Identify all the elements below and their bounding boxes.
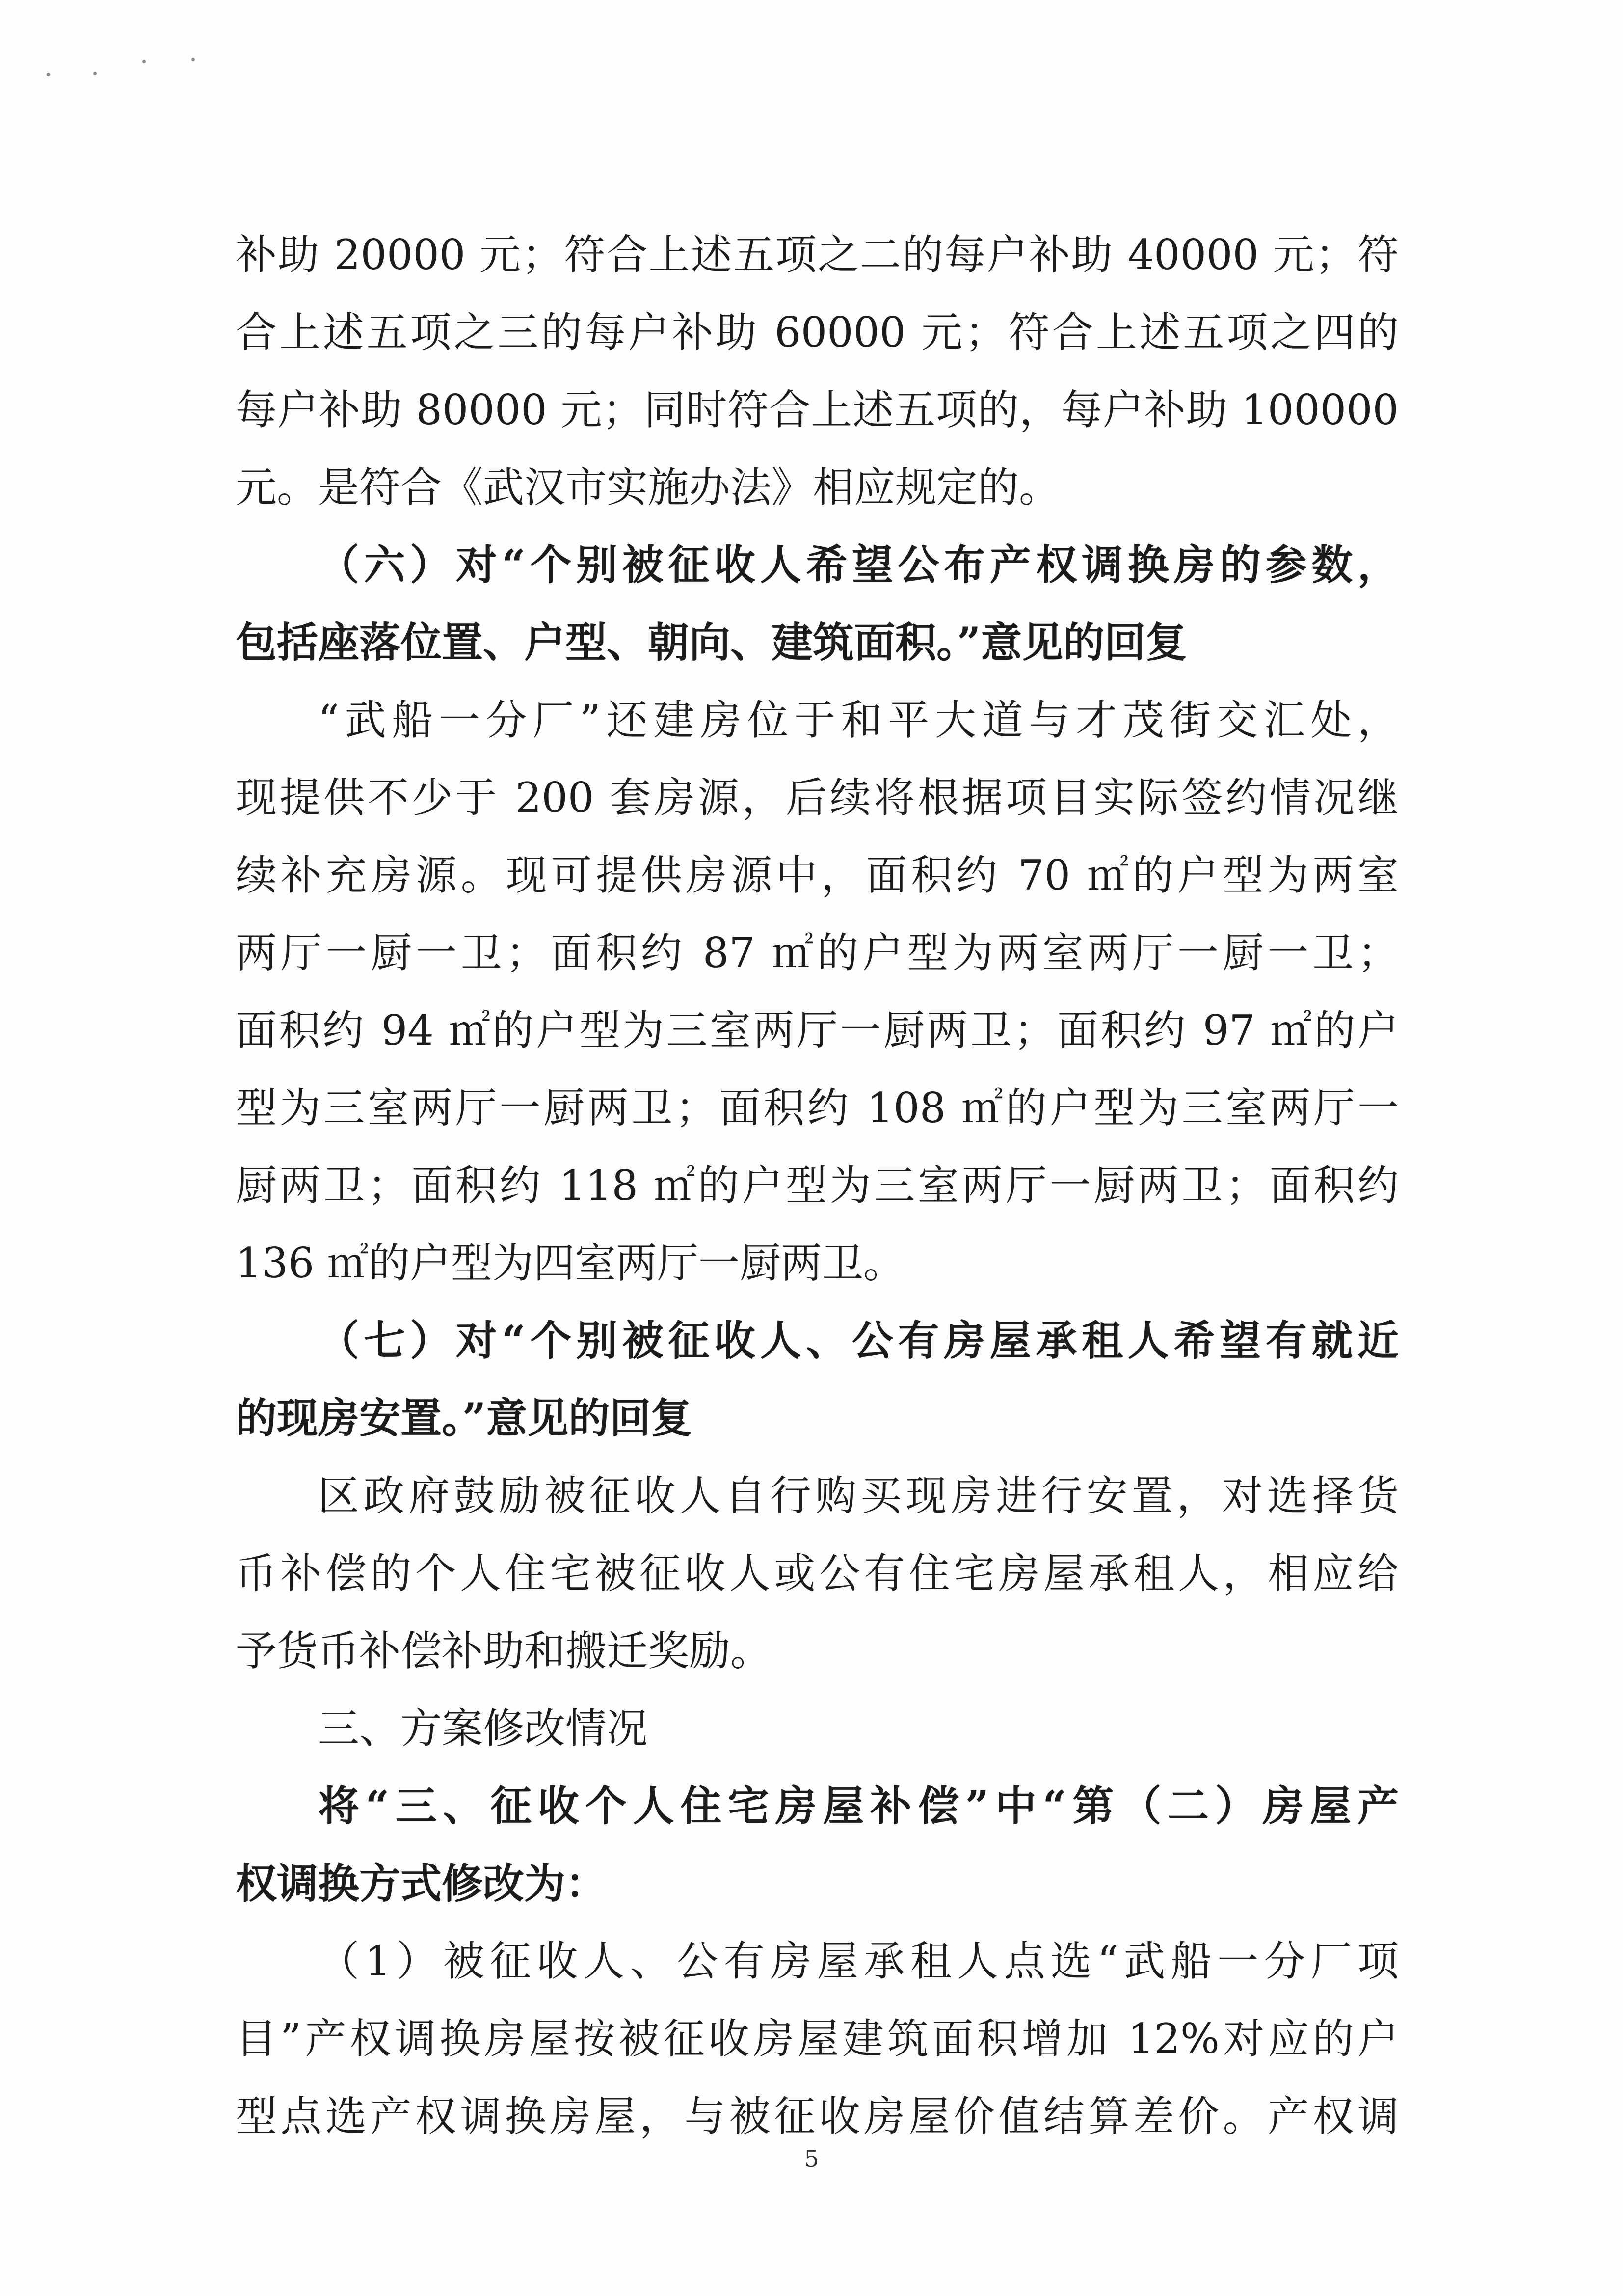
section-heading: （七）对“个别被征收人、公有房屋承租人希望有就近 (318, 1316, 1399, 1365)
section-heading: （六）对“个别被征收人希望公布产权调换房的参数， (318, 540, 1399, 589)
body-line: 两厅一厨一卫；面积约 87 ㎡的户型为两室两厅一厨一卫； (236, 929, 1399, 977)
scan-artifact-dots (47, 54, 204, 83)
section-heading: 包括座落位置、户型、朝向、建筑面积。”意见的回复 (236, 618, 1187, 667)
body-line: 区政府鼓励被征收人自行购买现房进行安置，对选择货 (318, 1472, 1399, 1520)
body-line: 厨两卫；面积约 118 ㎡的户型为三室两厅一厨两卫；面积约 (236, 1162, 1399, 1210)
body-line: 予货币补偿补助和搬迁奖励。 (236, 1627, 772, 1675)
body-line: 目”产权调换房屋按被征收房屋建筑面积增加 12%对应的户 (236, 2015, 1399, 2063)
body-line: 续补充房源。现可提供房源中，面积约 70 ㎡的户型为两室 (236, 851, 1399, 899)
body-line: 型点选产权调换房屋，与被征收房屋价值结算差价。产权调 (236, 2092, 1399, 2140)
body-line: 型为三室两厅一厨两卫；面积约 108 ㎡的户型为三室两厅一 (236, 1084, 1399, 1132)
body-line: 136 ㎡的户型为四室两厅一厨两卫。 (236, 1239, 905, 1287)
body-line: 现提供不少于 200 套房源，后续将根据项目实际签约情况继 (236, 774, 1399, 822)
body-line: “武船一分厂”还建房位于和平大道与才茂街交汇处， (318, 696, 1399, 744)
body-line: 每户补助 80000 元；同时符合上述五项的，每户补助 100000 (236, 386, 1399, 434)
body-line: 元。是符合《武汉市实施办法》相应规定的。 (236, 463, 1061, 512)
body-line: 币补偿的个人住宅被征收人或公有住宅房屋承租人，相应给 (236, 1549, 1399, 1597)
body-line: 合上述五项之三的每户补助 60000 元；符合上述五项之四的 (236, 308, 1399, 356)
body-line: 补助 20000 元；符合上述五项之二的每户补助 40000 元；符 (236, 231, 1399, 279)
section-heading: 的现房安置。”意见的回复 (236, 1394, 692, 1442)
section-heading: 将“三、征收个人住宅房屋补偿”中“第（二）房屋产 (318, 1782, 1399, 1830)
page-number: 5 (804, 2145, 819, 2173)
document-body (236, 216, 1399, 2155)
section-title: 三、方案修改情况 (318, 1704, 648, 1753)
body-line: 面积约 94 ㎡的户型为三室两厅一厨两卫；面积约 97 ㎡的户 (236, 1006, 1399, 1054)
body-line: （1）被征收人、公有房屋承租人点选“武船一分厂项 (318, 1937, 1399, 1985)
section-heading: 权调换方式修改为： (236, 1859, 607, 1908)
